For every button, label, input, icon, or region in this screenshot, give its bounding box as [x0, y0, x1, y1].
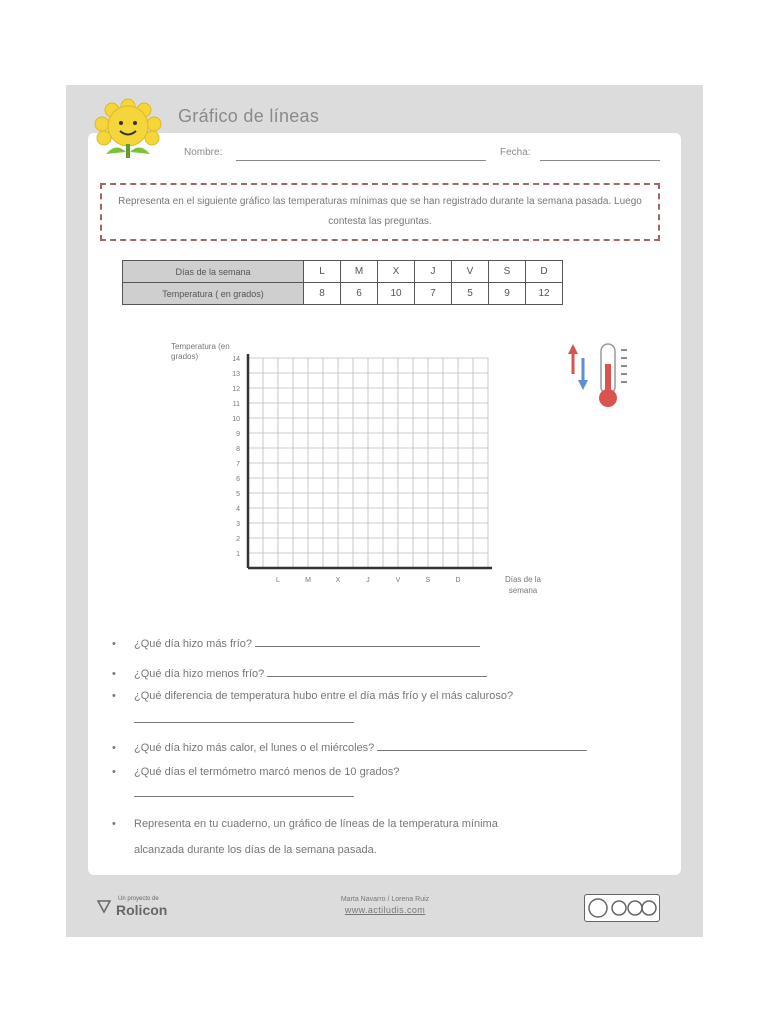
y-tick-label: 11	[232, 401, 240, 408]
y-tick-label: 1	[236, 551, 240, 558]
y-tick-label: 5	[236, 491, 240, 498]
list-item: • ¿Qué diferencia de temperatura hubo entre el día más frío y el más caluroso?	[112, 690, 514, 702]
y-tick-label: 13	[232, 371, 240, 378]
y-tick-label: 8	[236, 446, 240, 453]
table-row-header: Temperatura ( en grados)	[123, 283, 304, 305]
y-tick-label: 4	[236, 506, 240, 513]
graph-x-axis-label: Días de la semana	[504, 575, 542, 595]
page-title: Gráfico de líneas	[178, 106, 320, 126]
list-item: • ¿Qué día hizo menos frío?	[112, 666, 487, 680]
answer-line[interactable]	[134, 796, 354, 797]
instructions-text: Representa en el siguiente gráfico las temperaturas mínimas que se han registrado durante la semana pasada. Luego contesta las preguntas.	[118, 196, 642, 227]
table-row-header: Días de la semana	[123, 261, 304, 283]
sun-mascot-icon	[92, 98, 164, 164]
table-cell: X	[378, 261, 415, 283]
x-tick-label: J	[366, 577, 370, 584]
header-fields	[172, 133, 675, 163]
y-tick-label: 14	[232, 356, 240, 363]
table-cell: J	[415, 261, 452, 283]
answer-line[interactable]	[134, 722, 354, 723]
table-cell: 6	[341, 283, 378, 305]
temperature-table	[122, 260, 563, 305]
question-text: Representa en tu cuaderno, un gráfico de líneas de la temperatura mínima	[134, 818, 498, 830]
table-cell: 8	[304, 283, 341, 305]
table-cell: S	[489, 261, 526, 283]
table-row	[123, 283, 563, 305]
x-tick-label: X	[335, 577, 341, 584]
table-cell: 12	[526, 283, 563, 305]
date-field[interactable]	[540, 160, 660, 161]
blank-line-graph[interactable]	[228, 348, 498, 598]
x-tick-label: D	[455, 577, 461, 584]
table-cell: 7	[415, 283, 452, 305]
y-tick-label: 10	[232, 416, 240, 423]
question-text: ¿Qué diferencia de temperatura hubo entre el día más frío y el más caluroso?	[134, 690, 514, 702]
table-cell: L	[304, 261, 341, 283]
name-label: Nombre:	[184, 147, 223, 158]
graph-y-axis-label: Temperatura (en grados)	[171, 342, 230, 361]
creative-commons-badge-icon	[584, 894, 660, 922]
table-row	[123, 261, 563, 283]
table-cell: D	[526, 261, 563, 283]
x-tick-label: L	[276, 577, 280, 584]
y-tick-label: 3	[236, 521, 240, 528]
answer-line[interactable]	[377, 740, 587, 751]
answer-line[interactable]	[267, 666, 487, 677]
table-cell: M	[341, 261, 378, 283]
footer-url-link[interactable]: www.actiludis.com	[344, 905, 426, 915]
y-tick-label: 2	[236, 536, 240, 543]
y-tick-label: 12	[232, 386, 240, 393]
footer-author: Marta Navarro / Lorena Ruiz	[340, 896, 430, 903]
logo-tagline: Un proyecto de	[118, 896, 159, 902]
table-cell: 5	[452, 283, 489, 305]
question-text: alcanzada durante los días de la semana pasada.	[134, 844, 377, 856]
footer-credits	[290, 896, 480, 915]
table-cell: V	[452, 261, 489, 283]
list-item: • ¿Qué días el termómetro marcó menos de 10 grados?	[112, 766, 400, 778]
y-tick-label: 7	[236, 461, 240, 468]
thermometer-icon	[565, 340, 635, 410]
x-tick-label: V	[395, 577, 401, 584]
question-text: ¿Qué día hizo menos frío?	[134, 668, 265, 680]
list-item: • ¿Qué día hizo más frío?	[112, 636, 480, 650]
y-tick-label: 6	[236, 476, 240, 483]
triangle-logo-icon	[96, 898, 112, 914]
question-text: ¿Qué días el termómetro marcó menos de 10 grados?	[134, 766, 400, 778]
x-tick-label: M	[305, 577, 311, 584]
list-item: • Representa en tu cuaderno, un gráfico de líneas de la temperatura mínima	[112, 818, 498, 830]
table-cell: 9	[489, 283, 526, 305]
question-text: ¿Qué día hizo más calor, el lunes o el miércoles?	[134, 742, 375, 754]
brand-logo	[96, 896, 168, 919]
list-item-continuation	[134, 844, 377, 856]
instructions-box	[100, 183, 660, 241]
answer-line[interactable]	[255, 636, 480, 647]
name-field[interactable]	[236, 160, 486, 161]
list-item: • ¿Qué día hizo más calor, el lunes o el miércoles?	[112, 740, 587, 754]
question-text: ¿Qué día hizo más frío?	[134, 638, 252, 650]
table-cell: 10	[378, 283, 415, 305]
date-label: Fecha:	[500, 147, 531, 158]
logo-wordmark: Rolicon	[116, 902, 168, 918]
y-tick-label: 9	[236, 431, 240, 438]
x-tick-label: S	[425, 577, 431, 584]
